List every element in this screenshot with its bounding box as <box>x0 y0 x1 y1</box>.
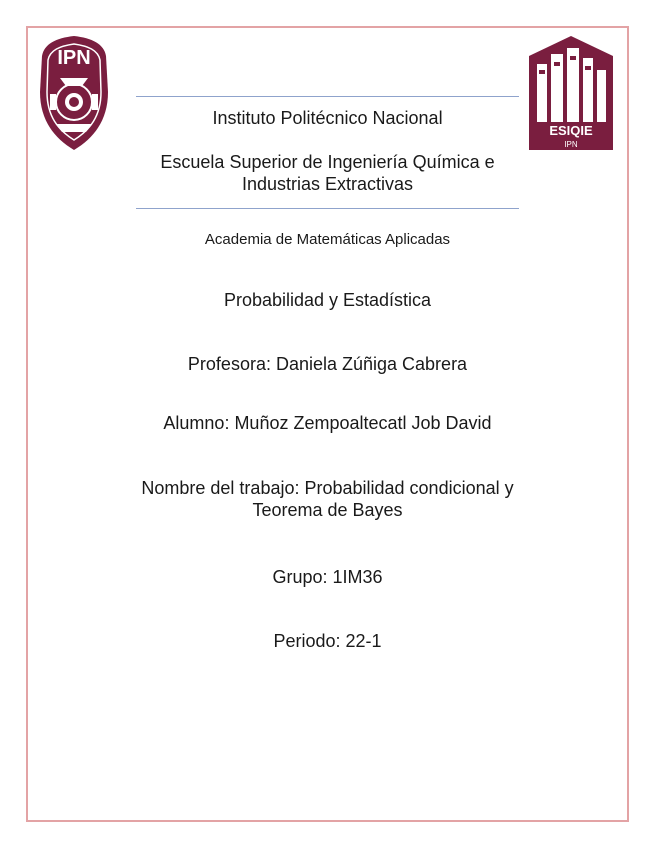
esiqie-refinery-icon <box>527 34 615 152</box>
work-title-line1: Nombre del trabajo: Probabilidad condicional y <box>141 478 514 498</box>
esiqie-logo-text: ESIQIE <box>549 123 593 138</box>
ipn-shield-icon <box>36 34 112 152</box>
school-name <box>0 151 655 195</box>
teacher-name: Profesora: Daniela Zúñiga Cabrera <box>187 354 468 374</box>
academy-name: Academia de Matemáticas Aplicadas <box>204 231 451 248</box>
school-name-line2: Industrias Extractivas <box>241 174 414 194</box>
group: Grupo: 1IM36 <box>272 567 383 587</box>
student-name: Alumno: Muñoz Zempoaltecatl Job David <box>163 413 492 433</box>
school-name-line1: Escuela Superior de Ingeniería Química e <box>160 152 495 172</box>
header-rule-bottom <box>136 208 519 209</box>
work-title <box>0 477 655 521</box>
esiqie-logo-subtext: IPN <box>564 140 578 149</box>
work-title-line2: Teorema de Bayes <box>252 500 403 520</box>
subject-name: Probabilidad y Estadística <box>223 290 432 310</box>
ipn-logo-text: IPN <box>57 47 91 69</box>
institution-name: Instituto Politécnico Nacional <box>212 108 443 128</box>
header-rule-top <box>136 96 519 97</box>
period: Periodo: 22-1 <box>273 631 382 651</box>
